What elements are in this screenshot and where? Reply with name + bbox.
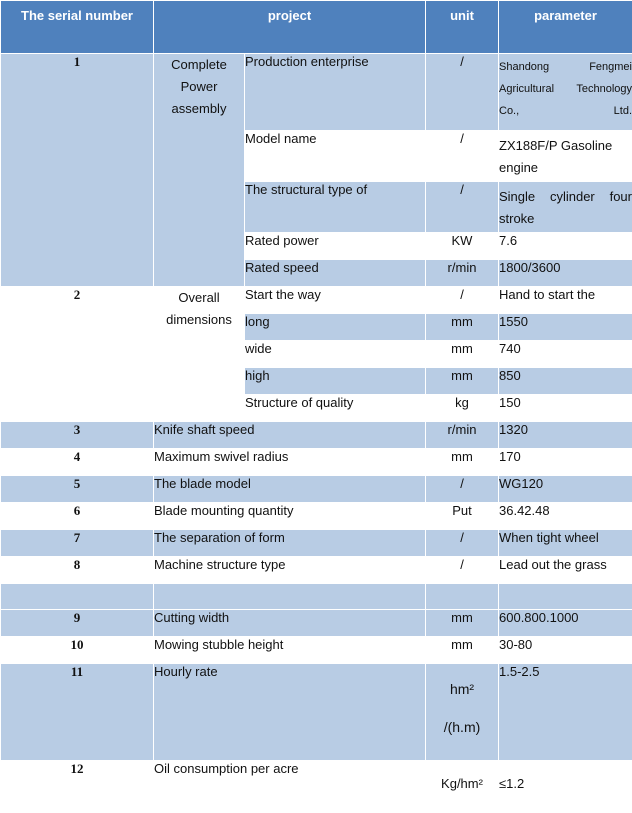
serial-number: 10 xyxy=(1,637,154,664)
serial-number: 12 xyxy=(1,761,154,813)
item-value: 1800/3600 xyxy=(499,260,632,287)
unit-line-2: /(h.m) xyxy=(426,708,498,746)
table-row xyxy=(1,530,632,557)
item-value: Shandong Fengmei Agricultural Technology Co., Ltd. xyxy=(499,54,632,131)
serial-number: 9 xyxy=(1,610,154,637)
item-unit: / xyxy=(426,530,499,557)
group-label: Complete Power assembly xyxy=(154,54,245,287)
serial-number: 1 xyxy=(1,54,154,287)
item-unit: r/min xyxy=(426,422,499,449)
table-row xyxy=(1,610,632,637)
table-row xyxy=(1,449,632,476)
item-label: Model name xyxy=(245,131,426,182)
item-value: Hand to start the xyxy=(499,287,632,314)
empty-row xyxy=(1,584,632,610)
table-row xyxy=(1,287,632,314)
table-row xyxy=(1,761,632,813)
item-unit: mm xyxy=(426,314,499,341)
item-unit: mm xyxy=(426,341,499,368)
item-label: long xyxy=(245,314,426,341)
serial-number: 2 xyxy=(1,287,154,422)
item-label: Start the way xyxy=(245,287,426,314)
serial-number: 11 xyxy=(1,664,154,761)
item-value: WG120 xyxy=(499,476,632,503)
item-value: 30-80 xyxy=(499,637,632,664)
item-unit: / xyxy=(426,557,499,584)
serial-number: 8 xyxy=(1,557,154,584)
item-label: Machine structure type xyxy=(154,557,426,584)
item-label: Blade mounting quantity xyxy=(154,503,426,530)
empty-cell xyxy=(426,584,499,610)
item-label: Rated power xyxy=(245,233,426,260)
table-row xyxy=(1,422,632,449)
header-serial: The serial number xyxy=(1,1,154,54)
item-label: Hourly rate xyxy=(154,664,426,761)
group-label: Overall dimensions xyxy=(154,287,245,422)
item-unit: kg xyxy=(426,395,499,422)
item-value: 850 xyxy=(499,368,632,395)
item-value: 150 xyxy=(499,395,632,422)
item-unit: / xyxy=(426,131,499,182)
item-unit: Kg/hm² xyxy=(426,761,499,813)
item-value: 7.6 xyxy=(499,233,632,260)
item-unit: / xyxy=(426,287,499,314)
header-row xyxy=(1,1,632,54)
empty-cell xyxy=(499,584,632,610)
item-unit: mm xyxy=(426,449,499,476)
table-row xyxy=(1,476,632,503)
header-project: project xyxy=(154,1,426,54)
item-label: Knife shaft speed xyxy=(154,422,426,449)
item-unit: mm xyxy=(426,368,499,395)
item-unit: / xyxy=(426,476,499,503)
item-value: 600.800.1000 xyxy=(499,610,632,637)
item-label: Oil consumption per acre xyxy=(154,761,426,813)
item-value: 170 xyxy=(499,449,632,476)
item-label: Mowing stubble height xyxy=(154,637,426,664)
item-value: 36.42.48 xyxy=(499,503,632,530)
table-row xyxy=(1,54,632,131)
item-label: Rated speed xyxy=(245,260,426,287)
empty-cell xyxy=(1,584,154,610)
item-value: ≤1.2 xyxy=(499,761,632,813)
item-label: high xyxy=(245,368,426,395)
item-label: Cutting width xyxy=(154,610,426,637)
serial-number: 7 xyxy=(1,530,154,557)
item-value: 1.5-2.5 xyxy=(499,664,632,761)
item-label: Production enterprise xyxy=(245,54,426,131)
table-row xyxy=(1,637,632,664)
item-value: Lead out the grass xyxy=(499,557,632,584)
serial-number: 5 xyxy=(1,476,154,503)
table-row xyxy=(1,503,632,530)
item-unit: Put xyxy=(426,503,499,530)
item-label: Structure of quality xyxy=(245,395,426,422)
item-label: The blade model xyxy=(154,476,426,503)
item-unit: mm xyxy=(426,610,499,637)
item-label: Maximum swivel radius xyxy=(154,449,426,476)
item-unit: / xyxy=(426,182,499,233)
item-label: The separation of form xyxy=(154,530,426,557)
item-value: ZX188F/P Gasoline engine xyxy=(499,131,632,182)
item-label: wide xyxy=(245,341,426,368)
table-row xyxy=(1,664,632,761)
serial-number: 6 xyxy=(1,503,154,530)
item-value: 1320 xyxy=(499,422,632,449)
item-value: Single cylinder four stroke xyxy=(499,182,632,233)
serial-number: 3 xyxy=(1,422,154,449)
item-value: 740 xyxy=(499,341,632,368)
item-unit: mm xyxy=(426,637,499,664)
table-row xyxy=(1,557,632,584)
item-value: When tight wheel xyxy=(499,530,632,557)
empty-cell xyxy=(154,584,426,610)
item-unit: / xyxy=(426,54,499,131)
item-label: The structural type of xyxy=(245,182,426,233)
item-value: 1550 xyxy=(499,314,632,341)
item-unit: KW xyxy=(426,233,499,260)
serial-number: 4 xyxy=(1,449,154,476)
unit-line-1: hm² xyxy=(426,664,498,708)
header-unit: unit xyxy=(426,1,499,54)
header-parameter: parameter xyxy=(499,1,632,54)
item-unit: r/min xyxy=(426,260,499,287)
item-unit xyxy=(426,664,499,761)
